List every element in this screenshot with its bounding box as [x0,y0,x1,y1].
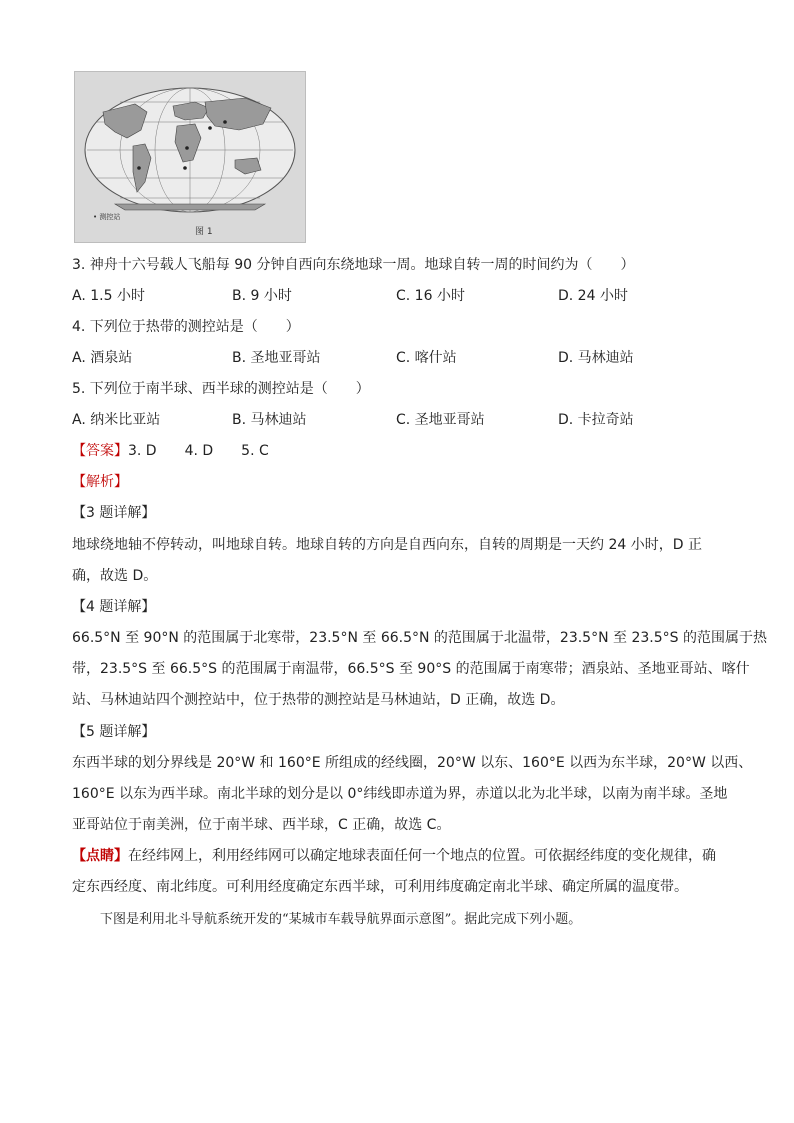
tip-section [72,841,722,903]
question-3-stem: 3. 神舟十六号载人飞船每 90 分钟自西向东绕地球一周。地球自转一周的时间约为（ ） [72,257,635,273]
question-5-stem: 5. 下列位于南半球、西半球的测控站是（ ） [72,381,370,397]
analysis-label: 【解析】 [72,474,128,490]
tip-line-1-text: 在经纬网上，利用经纬网可以确定地球表面任何一个地点的位置。可依据经纬度的变化规律，确 [128,848,716,864]
tip-line-2: 定东西经度、南北纬度。可利用经度确定东西半球，可利用纬度确定南北半球、确定所属的温度带。 [72,879,688,895]
question-4-option-d: D. 马林迪站 [558,350,634,366]
figure-caption: 图 1 [195,227,213,237]
q4-line-3: 站、马林迪站四个测控站中，位于热带的测控站是马林迪站，D 正确，故选 D。 [72,692,565,708]
q4-heading: 【4 题详解】 [72,599,156,615]
q4-line-1: 66.5°N 至 90°N 的范围属于北寒带，23.5°N 至 66.5°N 的范围属于北温带，23.5°N 至 23.5°S 的范围属于热 [72,630,767,646]
q4-line-2: 带，23.5°S 至 66.5°S 的范围属于南温带，66.5°S 至 90°S 的范围属于南寒带；酒泉站、圣地亚哥站、喀什 [72,661,750,677]
tip-line-1 [72,841,722,872]
question-4-option-b: B. 圣地亚哥站 [232,350,321,366]
question-5-option-b: B. 马林迪站 [232,412,307,428]
q4-explanation [72,623,767,716]
tip-label: 【点睛】 [72,848,128,864]
q5-line-1: 东西半球的划分界线是 20°W 和 160°E 所组成的经线圈，20°W 以东、160°E 以西为东半球，20°W 以西、 [72,755,753,771]
world-map-figure [74,71,306,243]
q3-line-1: 地球绕地轴不停转动，叫地球自转。地球自转的方向是自西向东，自转的周期是一天约 24 小时，D 正 [72,537,702,553]
question-4-option-a: A. 酒泉站 [72,350,133,366]
q5-heading: 【5 题详解】 [72,724,156,740]
question-3-option-d: D. 24 小时 [558,288,628,304]
question-3-option-c: C. 16 小时 [396,288,465,304]
answer-label: 【答案】 [72,443,128,459]
question-3-option-a: A. 1.5 小时 [72,288,145,304]
q3-explanation [72,530,722,592]
answer-line [72,441,269,461]
q5-line-3: 亚哥站位于南美洲，位于南半球、西半球，C 正确，故选 C。 [72,817,451,833]
question-4-option-c: C. 喀什站 [396,350,457,366]
question-4-stem: 4. 下列位于热带的测控站是（ ） [72,319,300,335]
map-legend: • 测控站 [93,213,121,221]
question-5-option-c: C. 圣地亚哥站 [396,412,485,428]
q5-explanation [72,748,753,841]
question-3-option-b: B. 9 小时 [232,288,292,304]
q3-heading: 【3 题详解】 [72,505,156,521]
next-question-intro: 下图是利用北斗导航系统开发的“某城市车载导航界面示意图”。据此完成下列小题。 [100,912,582,927]
answer-text: 3. D 4. D 5. C [128,443,269,459]
question-5-option-a: A. 纳米比亚站 [72,412,161,428]
question-5-option-d: D. 卡拉奇站 [558,412,634,428]
q3-line-2: 确，故选 D。 [72,568,158,584]
q5-line-2: 160°E 以东为西半球。南北半球的划分是以 0°纬线即赤道为界，赤道以北为北半球，以南为南半球。圣地 [72,786,728,802]
